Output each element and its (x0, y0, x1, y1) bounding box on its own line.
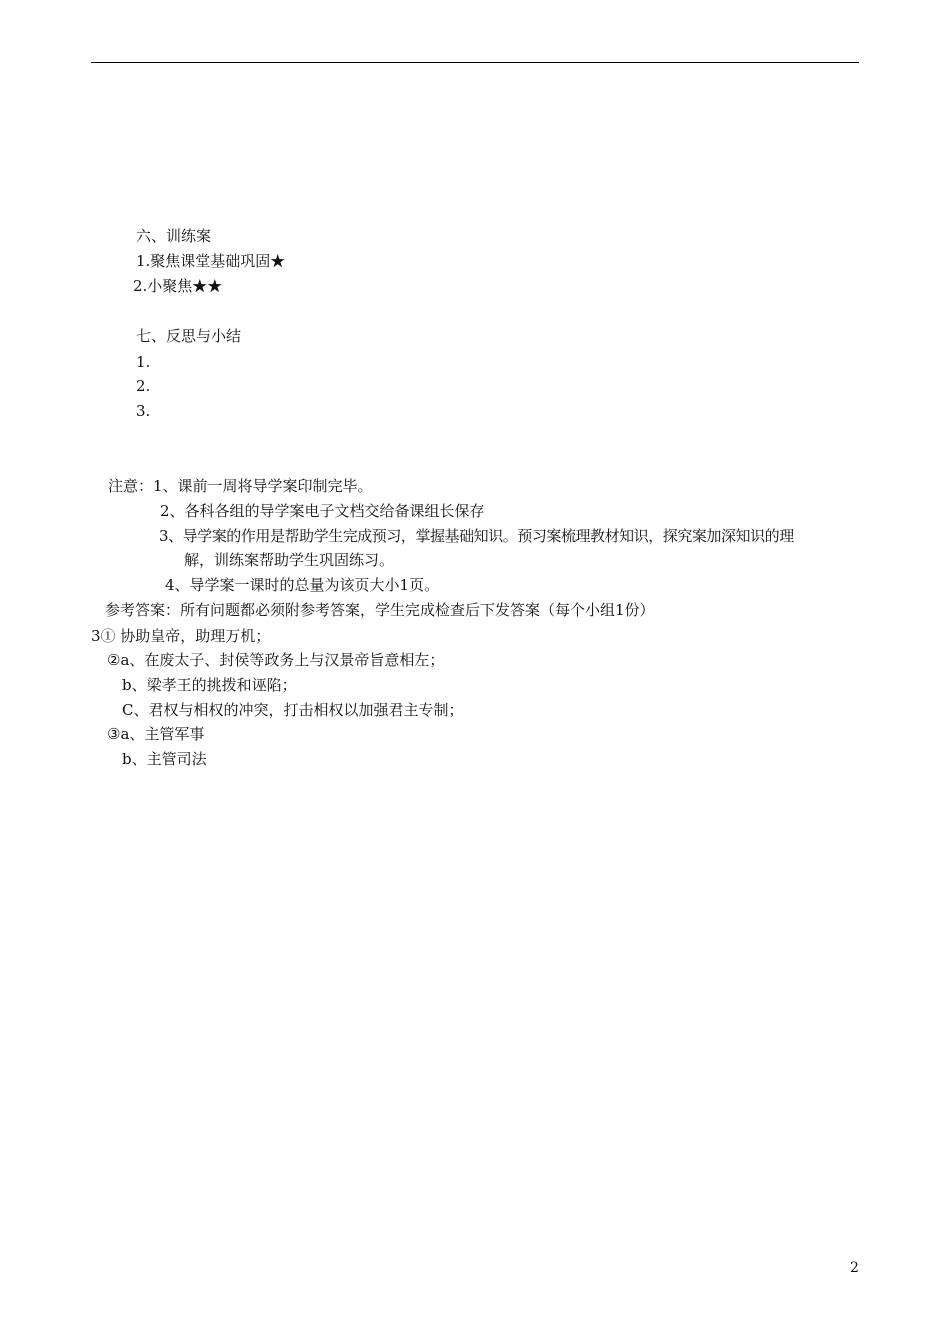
section6-item-1: 1.聚焦课堂基础巩固★ (136, 252, 286, 270)
section7-item-1: 1. (136, 353, 151, 371)
note-line-1: 注意：1、课前一周将导学案印制完毕。 (108, 477, 373, 495)
section6-item-2: 2.小聚焦★★ (133, 277, 223, 295)
note-line-3-cont: 解，训练案帮助学生巩固练习。 (184, 551, 395, 569)
answer-line-2: ②a、在废太子、封侯等政务上与汉景帝旨意相左； (107, 651, 445, 669)
section6-heading: 六、训练案 (136, 227, 212, 245)
note-line-4: 4、导学案一课时的总量为该页大小1页。 (165, 576, 440, 594)
answer-line-5: ③a、主管军事 (107, 725, 205, 743)
answer-line-6: b、主管司法 (122, 750, 207, 768)
section7-item-3: 3. (136, 402, 151, 420)
header-rule (91, 62, 859, 63)
note-line-3: 3、导学案的作用是帮助学生完成预习，掌握基础知识。预习案梳理教材知识，探究案加深知识的理 (159, 527, 794, 545)
section7-item-2: 2. (136, 377, 151, 395)
answer-line-3: b、梁孝王的挑拨和诬陷； (122, 676, 297, 694)
page-number: 2 (850, 1260, 859, 1276)
section7-heading: 七、反思与小结 (136, 327, 242, 345)
answers-intro: 参考答案：所有问题都必须附参考答案，学生完成检查后下发答案（每个小组1份） (105, 601, 655, 619)
answer-line-4: C、君权与相权的冲突，打击相权以加强君主专制； (122, 701, 464, 719)
answer-line-1: 3① 协助皇帝，助理万机； (91, 627, 271, 645)
note-line-2: 2、各科各组的导学案电子文档交给备课组长保存 (160, 502, 485, 520)
